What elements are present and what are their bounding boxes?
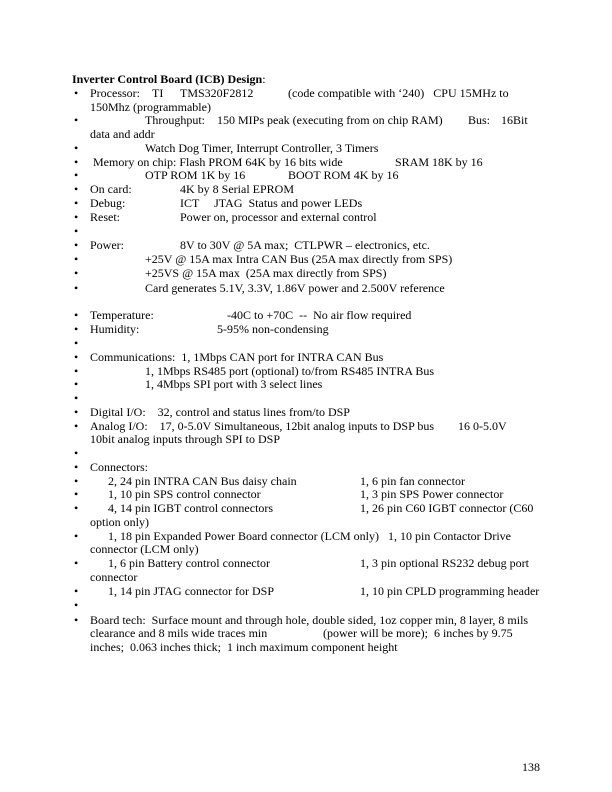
label: Humidity: <box>90 322 140 336</box>
text: +25V @ 15A max Intra CAN Bus (25A max directly from SPS) <box>145 252 453 266</box>
bullet: • <box>74 598 79 612</box>
text: inches; 0.063 inches thick; 1 inch maximum component height <box>90 640 398 654</box>
title-text: Inverter Control Board (ICB) Design <box>72 72 263 86</box>
value: 8V to 30V @ 5A max; CTLPWR – electronics, etc. <box>180 238 430 252</box>
text: +25VS @ 15A max (25A max directly from SPS) <box>145 266 387 280</box>
bullet: • <box>74 155 79 169</box>
label: Temperature: <box>90 308 154 322</box>
text: Memory on chip: Flash PROM 64K by 16 bits wide <box>93 155 343 169</box>
text: 1, 10 pin Contactor Drive <box>388 529 511 543</box>
text: Analog I/O: 17, 0-5.0V Simultaneous, 12bit analog inputs to DSP bus <box>90 419 434 433</box>
bullet: • <box>74 487 79 501</box>
section-title <box>72 72 266 86</box>
label: Power: <box>90 238 124 252</box>
text: 1, 10 pin SPS control connector <box>108 487 261 501</box>
text: 1, 6 pin Battery control connector <box>108 556 270 570</box>
bullet: • <box>74 141 79 155</box>
label: Debug: <box>90 196 126 210</box>
bullet: • <box>74 529 79 543</box>
text: 4, 14 pin IGBT control connectors <box>108 501 274 515</box>
text: 2, 24 pin INTRA CAN Bus daisy chain <box>108 474 297 488</box>
bullet: • <box>74 113 79 127</box>
text: 1, 1Mbps RS485 port (optional) to/from RS485 INTRA Bus <box>145 364 435 378</box>
value: Power on, processor and external control <box>180 210 377 224</box>
text: Communications: 1, 1Mbps CAN port for INTRA CAN Bus <box>90 350 384 364</box>
bullet: • <box>74 168 79 182</box>
bullet: • <box>74 336 79 350</box>
text: OTP ROM 1K by 16 <box>145 168 246 182</box>
bullet: • <box>74 86 79 100</box>
value: 4K by 8 Serial EPROM <box>180 182 294 196</box>
text: (power will be more); 6 inches by 9.75 <box>323 626 513 640</box>
label: Processor: <box>90 86 140 100</box>
label: Reset: <box>90 210 120 224</box>
bullet: • <box>74 460 79 474</box>
text: 1, 10 pin CPLD programming header <box>360 584 540 598</box>
value: TI <box>152 86 164 100</box>
text: 1, 6 pin fan connector <box>360 474 465 488</box>
value: (code compatible with ‘240) CPU 15MHz to <box>288 86 509 100</box>
value: 16Bit <box>501 113 528 127</box>
text: 1, 18 pin Expanded Power Board connector (LCM only) <box>108 529 379 543</box>
text: Card generates 5.1V, 3.3V, 1.86V power and 2.500V reference <box>145 281 445 295</box>
text: Throughput: 150 MIPs peak (executing from on chip RAM) <box>145 113 443 127</box>
bullet: • <box>74 308 79 322</box>
value: -40C to +70C -- No air flow required <box>227 308 412 322</box>
bullet: • <box>74 252 79 266</box>
bullet: • <box>74 613 79 627</box>
bullet: • <box>74 350 79 364</box>
text: Board tech: Surface mount and through hole, double sided, 1oz copper min, 8 layer, 8 mils <box>90 613 529 627</box>
bullet: • <box>74 391 79 405</box>
label: Connectors: <box>90 460 148 474</box>
bullet: • <box>74 238 79 252</box>
text: data and addr <box>90 127 155 141</box>
text: Watch Dog Timer, Interrupt Controller, 3 Timers <box>145 141 379 155</box>
text: SRAM 18K by 16 <box>395 155 483 169</box>
text: option only) <box>90 515 149 529</box>
bullet: • <box>74 182 79 196</box>
page-number: 138 <box>522 760 540 774</box>
value: 5-95% non-condensing <box>217 322 329 336</box>
bullet: • <box>74 224 79 238</box>
bullet: • <box>74 474 79 488</box>
bullet: • <box>74 196 79 210</box>
text: 150Mhz (programmable) <box>90 100 211 114</box>
text: Digital I/O: 32, control and status lines from/to DSP <box>90 405 350 419</box>
text: connector <box>90 570 138 584</box>
value: TMS320F2812 <box>180 86 254 100</box>
text: 10bit analog inputs through SPI to DSP <box>90 432 281 446</box>
text: connector (LCM only) <box>90 542 199 556</box>
bullet: • <box>74 584 79 598</box>
bullet: • <box>74 210 79 224</box>
text: 1, 26 pin C60 IGBT connector (C60 <box>360 501 534 515</box>
bullet: • <box>74 281 79 295</box>
bullet: • <box>74 322 79 336</box>
text: BOOT ROM 4K by 16 <box>288 168 399 182</box>
bullet: • <box>74 377 79 391</box>
title-colon: : <box>262 72 266 86</box>
label: On card: <box>90 182 132 196</box>
bullet: • <box>74 364 79 378</box>
label: Bus: <box>468 113 491 127</box>
text: 1, 14 pin JTAG connector for DSP <box>108 584 275 598</box>
bullet: • <box>74 501 79 515</box>
text: 1, 3 pin optional RS232 debug port <box>360 556 529 570</box>
bullet: • <box>74 419 79 433</box>
bullet: • <box>74 266 79 280</box>
value: ICT JTAG Status and power LEDs <box>180 196 363 210</box>
bullet: • <box>74 446 79 460</box>
text: 1, 3 pin SPS Power connector <box>360 487 504 501</box>
bullet: • <box>74 556 79 570</box>
text: 16 0-5.0V <box>458 419 507 433</box>
text: clearance and 8 mils wide traces min <box>90 626 268 640</box>
text: 1, 4Mbps SPI port with 3 select lines <box>145 377 323 391</box>
bullet: • <box>74 405 79 419</box>
